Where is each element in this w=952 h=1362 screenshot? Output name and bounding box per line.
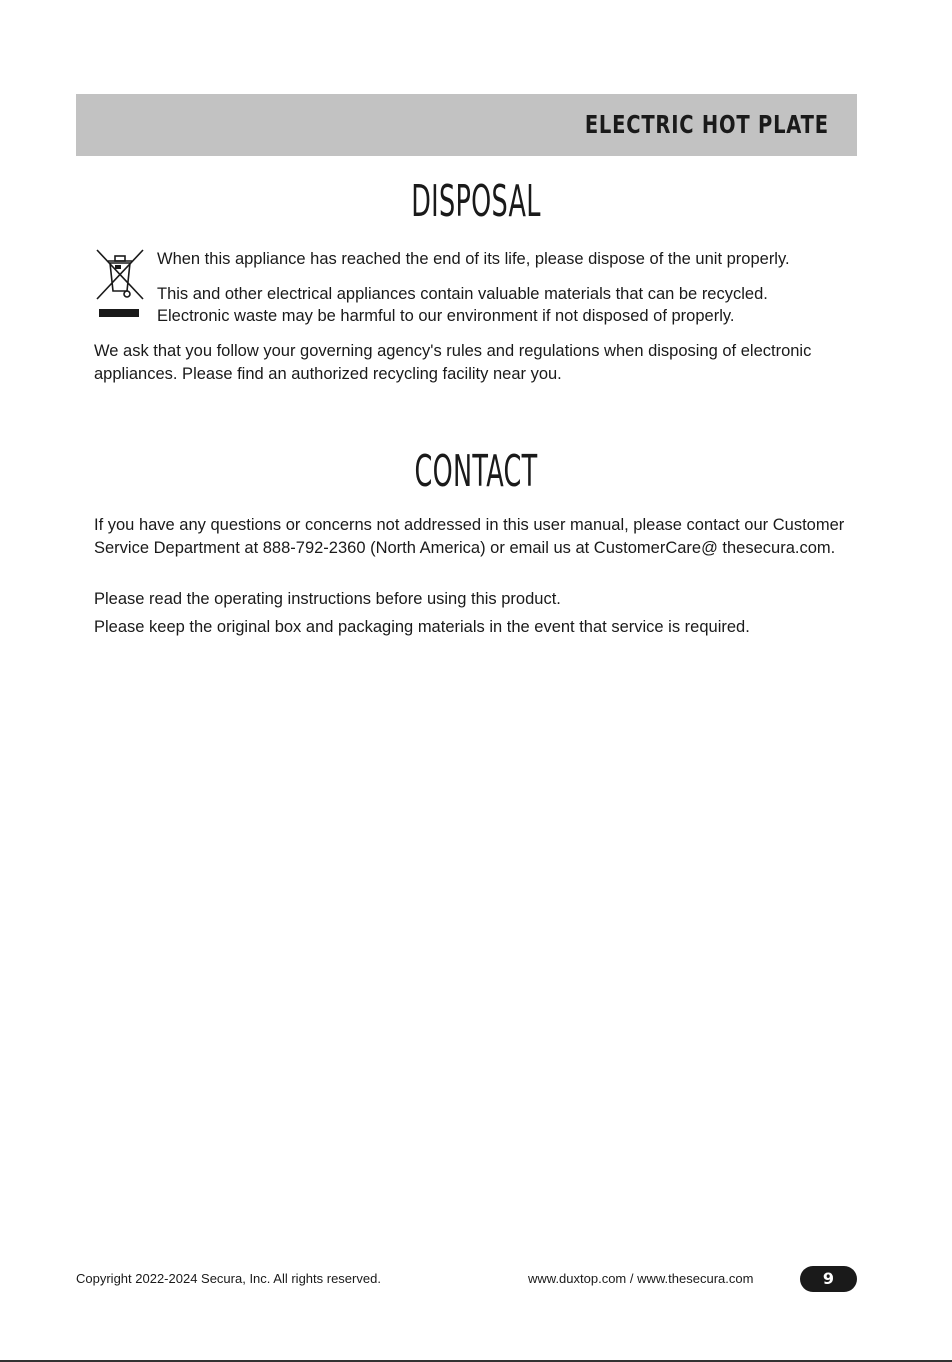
disposal-line-3: Electronic waste may be harmful to our environment if not disposed of properly. — [157, 307, 735, 325]
contact-paragraph-1: If you have any questions or concerns not addressed in this user manual, please contact our Customer Service Department at 888-792-2360 (North America) or email us at CustomerCare@ thesecura.com. — [94, 516, 845, 557]
document-title: ELECTRIC HOT PLATE — [585, 110, 829, 139]
contact-heading: CONTACT — [414, 446, 538, 497]
footer-copyright: Copyright 2022-2024 Secura, Inc. All rights reserved. — [76, 1271, 381, 1286]
weee-crossed-bin-icon — [94, 247, 146, 321]
footer-websites: www.duxtop.com / www.thesecura.com — [528, 1271, 754, 1286]
page-number-badge: 9 — [800, 1266, 857, 1292]
disposal-paragraph: We ask that you follow your governing agency's rules and regulations when disposing of electronic appliances. Please find an authorized recycling facility near you. — [94, 342, 812, 383]
header-bar — [76, 94, 857, 156]
contact-paragraph-2: Please read the operating instructions before using this product. — [94, 590, 561, 608]
disposal-heading: DISPOSAL — [411, 176, 541, 227]
disposal-line-2: This and other electrical appliances contain valuable materials that can be recycled. — [157, 285, 768, 303]
contact-paragraph-3: Please keep the original box and packaging materials in the event that service is required. — [94, 618, 750, 636]
disposal-line-1: When this appliance has reached the end of its life, please dispose of the unit properly. — [157, 250, 790, 268]
